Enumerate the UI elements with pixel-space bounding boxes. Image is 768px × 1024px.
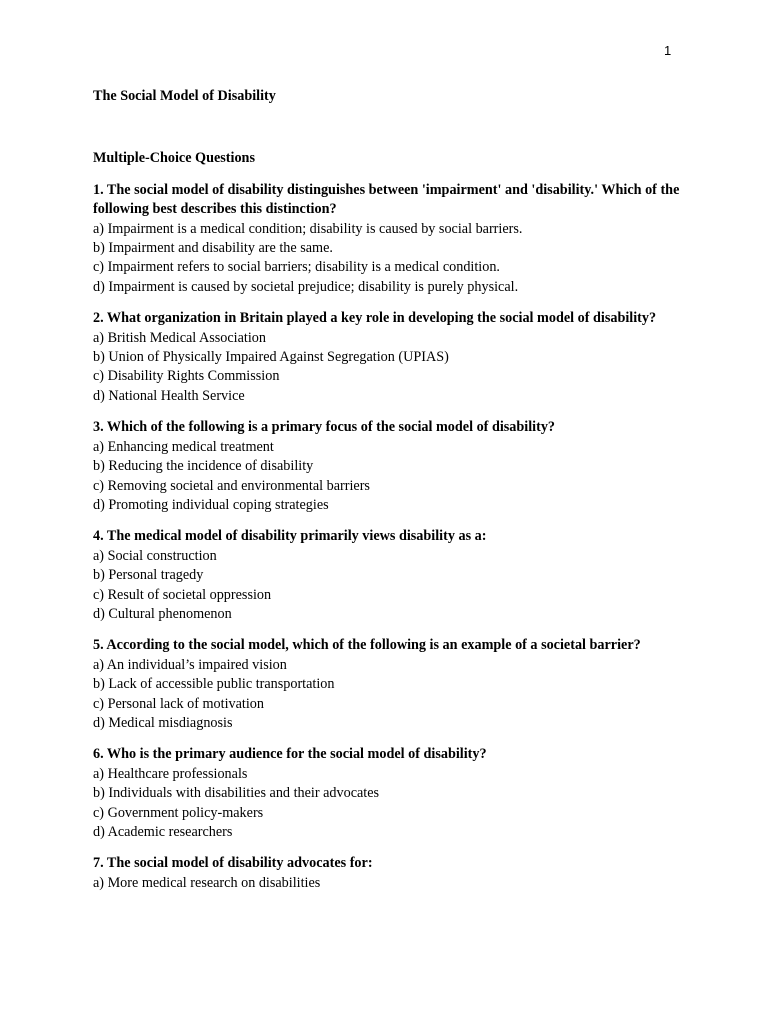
answer-option: b) Individuals with disabilities and their advocates	[93, 785, 380, 802]
question-1	[93, 181, 693, 297]
question-text: 5. According to the social model, which of the following is an example of a societal barrier?	[93, 637, 641, 654]
question-3	[93, 418, 693, 515]
answer-option: c) Result of societal oppression	[93, 586, 272, 603]
answer-option: d) Medical misdiagnosis	[93, 714, 233, 731]
question-6	[93, 745, 693, 842]
question-text: 1. The social model of disability distinguishes between 'impairment' and 'disability.' Which of the following best describes this distinction?	[93, 181, 680, 218]
answer-option: d) Promoting individual coping strategies	[93, 496, 329, 513]
answer-option: a) British Medical Association	[93, 329, 266, 346]
document-content	[93, 87, 693, 893]
answer-option: d) Impairment is caused by societal prejudice; disability is purely physical.	[93, 278, 519, 295]
answer-option: c) Removing societal and environmental barriers	[93, 477, 370, 494]
question-text: 2. What organization in Britain played a key role in developing the social model of disability?	[93, 310, 657, 327]
question-text: 6. Who is the primary audience for the social model of disability?	[93, 746, 487, 763]
question-4	[93, 527, 693, 624]
answer-option: a) An individual’s impaired vision	[93, 656, 287, 673]
answer-option: a) Social construction	[93, 547, 217, 564]
answer-option: a) Impairment is a medical condition; disability is caused by social barriers.	[93, 220, 523, 237]
question-2	[93, 309, 693, 406]
answer-option: a) Enhancing medical treatment	[93, 438, 274, 455]
answer-option: a) Healthcare professionals	[93, 765, 248, 782]
question-text: 3. Which of the following is a primary focus of the social model of disability?	[93, 419, 556, 436]
answer-option: b) Reducing the incidence of disability	[93, 458, 314, 475]
answer-option: b) Lack of accessible public transportation	[93, 676, 335, 693]
question-7	[93, 854, 693, 893]
answer-option: b) Impairment and disability are the same.	[93, 240, 333, 257]
answer-option: a) More medical research on disabilities	[93, 874, 321, 891]
answer-option: d) National Health Service	[93, 387, 245, 404]
answer-option: c) Impairment refers to social barriers; disability is a medical condition.	[93, 259, 500, 276]
section-heading: Multiple-Choice Questions	[93, 150, 255, 167]
answer-option: b) Union of Physically Impaired Against Segregation (UPIAS)	[93, 349, 449, 366]
question-5	[93, 636, 693, 733]
answer-option: b) Personal tragedy	[93, 567, 204, 584]
answer-option: c) Disability Rights Commission	[93, 368, 280, 385]
document-title: The Social Model of Disability	[93, 88, 276, 104]
page-number: 1	[664, 43, 672, 58]
answer-option: d) Cultural phenomenon	[93, 605, 232, 622]
question-text: 4. The medical model of disability primarily views disability as a:	[93, 528, 487, 545]
answer-option: d) Academic researchers	[93, 824, 233, 840]
answer-option: c) Government policy-makers	[93, 804, 264, 821]
answer-option: c) Personal lack of motivation	[93, 695, 264, 712]
question-text: 7. The social model of disability advocates for:	[93, 855, 373, 872]
